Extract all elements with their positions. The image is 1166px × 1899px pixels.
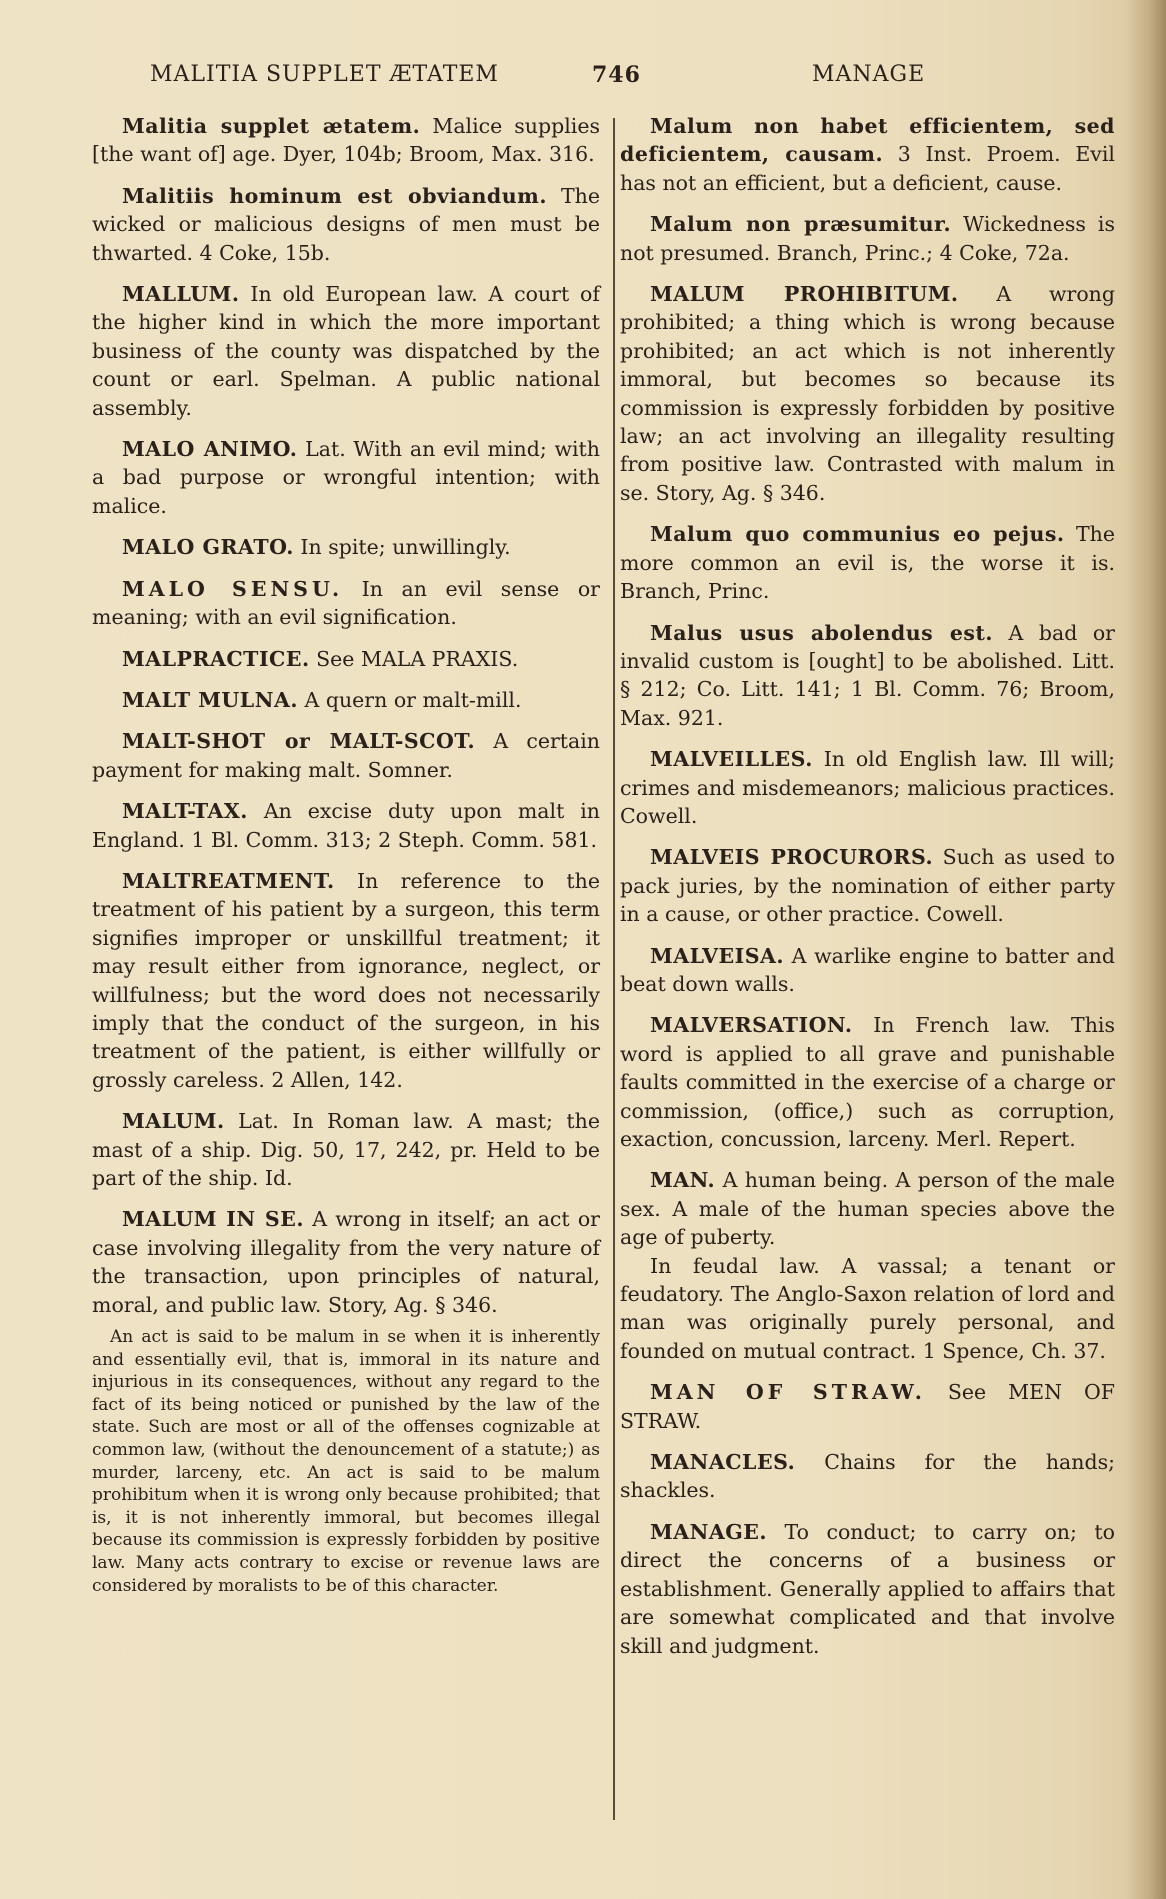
entry-text: 3 Inst. Proem. Evil has not an efficient, but a deficient, cause. xyxy=(620,142,1115,195)
header-left-guide-word: MALITIA SUPPLET ÆTATEM xyxy=(150,62,499,87)
entry-term: Malum non habet efficientem, sed deficientem, causam. xyxy=(620,114,1115,167)
entry-term: Malitiis hominum est obviandum. xyxy=(122,183,548,208)
dictionary-entry xyxy=(620,1011,1115,1153)
entry-text: In an evil sense or meaning; with an evil signification. xyxy=(92,576,600,630)
entry-term: MALPRACTICE. xyxy=(122,646,310,671)
dictionary-entry xyxy=(92,1107,600,1192)
entry-term: MALT MULNA. xyxy=(122,687,298,712)
entry-text: See MEN OF STRAW. xyxy=(620,1380,1116,1433)
entry-term: MALVEILLES. xyxy=(650,747,813,772)
dictionary-entry xyxy=(620,280,1115,507)
entry-term: MALT-SHOT or MALT-SCOT. xyxy=(122,729,476,754)
dictionary-entry xyxy=(620,210,1115,267)
entry-text: A warlike engine to batter and beat down walls. xyxy=(620,943,1115,996)
entry-text: In feudal law. A vassal; a tenant or feudatory. The Anglo-Saxon relation of lord and man was originally purely personal, and founded on mutual contract. 1 Spence, Ch. 37. xyxy=(620,1253,1115,1363)
entry-term: Malitia supplet ætatem. xyxy=(122,114,421,138)
dictionary-entry xyxy=(92,797,600,854)
page-header xyxy=(0,62,1166,94)
entry-text: A wrong prohibited; a thing which is wrong because prohibited; an act which is not inherently immoral, but becomes so because its commission is expressly forbidden by positive law; an act involving an illegality resulting from positive law. Contrasted with malum in se. Story, Ag. § 346. xyxy=(620,282,1115,505)
dictionary-entry xyxy=(620,1448,1115,1505)
entry-text: An excise duty upon malt in England. 1 Bl. Comm. 313; 2 Steph. Comm. 581. xyxy=(92,799,600,852)
left-column xyxy=(92,112,600,1610)
dictionary-entry xyxy=(92,727,600,784)
dictionary-entry xyxy=(92,867,600,1094)
entry-note xyxy=(92,1326,600,1597)
dictionary-entry xyxy=(92,686,600,714)
entry-term: MAN. xyxy=(650,1168,716,1193)
entry-text: Wickedness is not presumed. Branch, Princ.; 4 Coke, 72a. xyxy=(620,212,1115,265)
entry-term: MALUM PROHIBITUM. xyxy=(650,282,959,307)
entry-term: MALLUM. xyxy=(122,282,240,307)
entry-text: In reference to the treatment of his patient by a surgeon, this term signifies improper or unskillful treatment; it may result either from ignorance, neglect, or willfulness; but the word does not necessarily imply that the conduct of the surgeon, in his treatment of the patient, is either willfully or grossly careless. 2 Allen, 142. xyxy=(92,868,600,1092)
entry-term: Malum non præsumitur. xyxy=(650,212,952,237)
entry-text: The more common an evil is, the worse it is. Branch, Princ. xyxy=(620,522,1115,604)
page-edge-shadow xyxy=(1126,0,1166,1899)
dictionary-entry xyxy=(92,575,600,632)
entry-text: In French law. This word is applied to all grave and punishable faults committed in the exercise of a charge or commission, (office,) such as corruption, exaction, concussion, larceny. Merl. Repert. xyxy=(620,1013,1115,1151)
entry-text: The wicked or malicious designs of men must be thwarted. 4 Coke, 15b. xyxy=(92,183,601,265)
dictionary-entry xyxy=(92,182,600,267)
entry-term: MALO GRATO. xyxy=(122,535,294,560)
entry-term: MAN OF STRAW. xyxy=(650,1380,926,1405)
entry-text: To conduct; to carry on; to direct the concerns of a business or establishment. Generally applied to affairs that are somewhat complicated and that involve skill and judgment. xyxy=(620,1519,1115,1658)
dictionary-entry xyxy=(620,843,1115,928)
entry-text: Lat. With an evil mind; with a bad purpose or wrongful intention; with malice. xyxy=(92,437,600,518)
dictionary-entry xyxy=(92,1205,600,1319)
entry-term: MALVEISA. xyxy=(650,943,785,968)
entry-term: MANAGE. xyxy=(650,1519,768,1544)
dictionary-entry xyxy=(92,112,600,169)
entry-term: MALO SENSU. xyxy=(122,576,344,601)
dictionary-entry xyxy=(92,533,600,561)
page-number: 746 xyxy=(592,62,641,88)
dictionary-entry xyxy=(92,645,600,673)
entry-term: Malum quo communius eo pejus. xyxy=(650,522,1065,547)
entry-term: MALT-TAX. xyxy=(122,799,248,824)
entry-text: A certain payment for making malt. Somner. xyxy=(92,729,600,782)
right-column xyxy=(620,112,1115,1673)
entry-text: Lat. In Roman law. A mast; the mast of a ship. Dig. 50, 17, 242, pr. Held to be part of the ship. Id. xyxy=(92,1109,600,1190)
dictionary-entry xyxy=(620,745,1115,830)
dictionary-entry xyxy=(620,619,1115,733)
entry-term: MALVEIS PROCURORS. xyxy=(650,845,934,870)
entry-term: MANACLES. xyxy=(650,1450,796,1475)
dictionary-entry xyxy=(620,1518,1115,1660)
entry-term: MALTREATMENT. xyxy=(122,868,335,893)
dictionary-entry xyxy=(92,280,600,422)
header-right-guide-word: MANAGE xyxy=(812,62,926,87)
dictionary-entry xyxy=(620,1378,1115,1435)
entry-term: MALUM IN SE. xyxy=(122,1207,304,1232)
entry-text: In spite; unwillingly. xyxy=(293,535,511,560)
dictionary-entry xyxy=(620,942,1115,999)
entry-text: Malice supplies [the want of] age. Dyer, 104b; Broom, Max. 316. xyxy=(92,114,600,167)
entry-text: In old European law. A court of the higher kind in which the more important business of the county was dispatched by the count or earl. Spelman. A public national assembly. xyxy=(92,282,600,420)
entry-term: MALO ANIMO. xyxy=(122,437,298,462)
entry-term: Malus usus abolendus est. xyxy=(650,620,994,645)
entry-text: Chains for the hands; shackles. xyxy=(620,1450,1115,1503)
dictionary-entry xyxy=(620,520,1115,605)
entry-text: A wrong in itself; an act or case involving illegality from the very nature of the transaction, upon principles of natural, moral, and public law. Story, Ag. § 346. xyxy=(92,1207,600,1317)
column-divider xyxy=(613,118,615,1820)
note-text: An act is said to be malum in se when it is inherently and essentially evil, that is, immoral in its nature and injurious in its consequences, without any regard to the fact of its being noticed or punished by the law of the state. Such are most or all of the offenses cognizable at common law, (without the denouncement of a statute;) as murder, larceny, etc. An act is said to be malum prohibitum when it is wrong only because prohibited; that is, it is not inherently immoral, but becomes illegal because its commission is expressly forbidden by positive law. Many acts contrary to excise or revenue laws are considered by moralists to be of this character. xyxy=(92,1327,600,1596)
entry-term: MALUM. xyxy=(122,1109,225,1134)
entry-text: Such as used to pack juries, by the nomination of either party in a cause, or other practice. Cowell. xyxy=(620,845,1115,927)
dictionary-entry xyxy=(620,112,1115,197)
entry-text: A quern or malt-mill. xyxy=(298,687,522,712)
dictionary-entry xyxy=(620,1166,1115,1251)
entry-term: MALVERSATION. xyxy=(650,1013,853,1038)
dictionary-entry xyxy=(92,435,600,520)
entry-continuation xyxy=(620,1252,1115,1366)
entry-text: See MALA PRAXIS. xyxy=(309,646,519,671)
entry-text: A human being. A person of the male sex. A male of the human species above the age of puberty. xyxy=(620,1168,1115,1250)
entry-text: A bad or invalid custom is [ought] to be abolished. Litt. § 212; Co. Litt. 141; 1 Bl. Comm. 76; Broom, Max. 921. xyxy=(620,620,1115,730)
entry-text: In old English law. Ill will; crimes and misdemeanors; malicious practices. Cowell. xyxy=(620,747,1115,828)
